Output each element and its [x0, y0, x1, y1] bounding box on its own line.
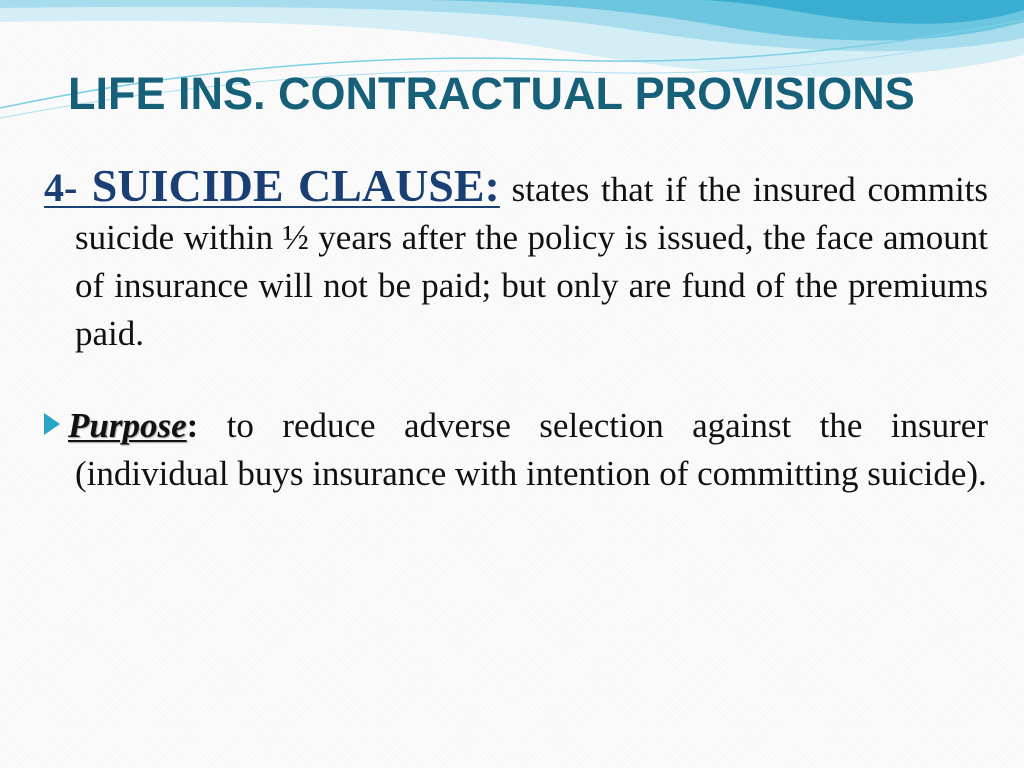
suicide-clause-paragraph	[44, 162, 988, 358]
purpose-description: to reduce adverse selection against the insurer (individual buys insurance with intention of committing suicide).	[75, 406, 989, 493]
clause-heading	[44, 160, 500, 211]
clause-title: SUICIDE CLAUSE:	[91, 160, 500, 211]
purpose-term: Purpose	[68, 406, 187, 445]
purpose-colon: :	[186, 406, 199, 445]
slide-title: LIFE INS. CONTRACTUAL PROVISIONS	[68, 68, 915, 119]
clause-description: states that if the insured commits suicide within ½ years after the policy is issued, the face amount of insurance will not be paid; but only are fund of the premiums paid.	[75, 170, 989, 353]
arrow-bullet-icon	[44, 413, 60, 435]
clause-number: 4-	[44, 165, 78, 210]
purpose-paragraph	[44, 402, 988, 498]
slide-content	[44, 162, 988, 498]
